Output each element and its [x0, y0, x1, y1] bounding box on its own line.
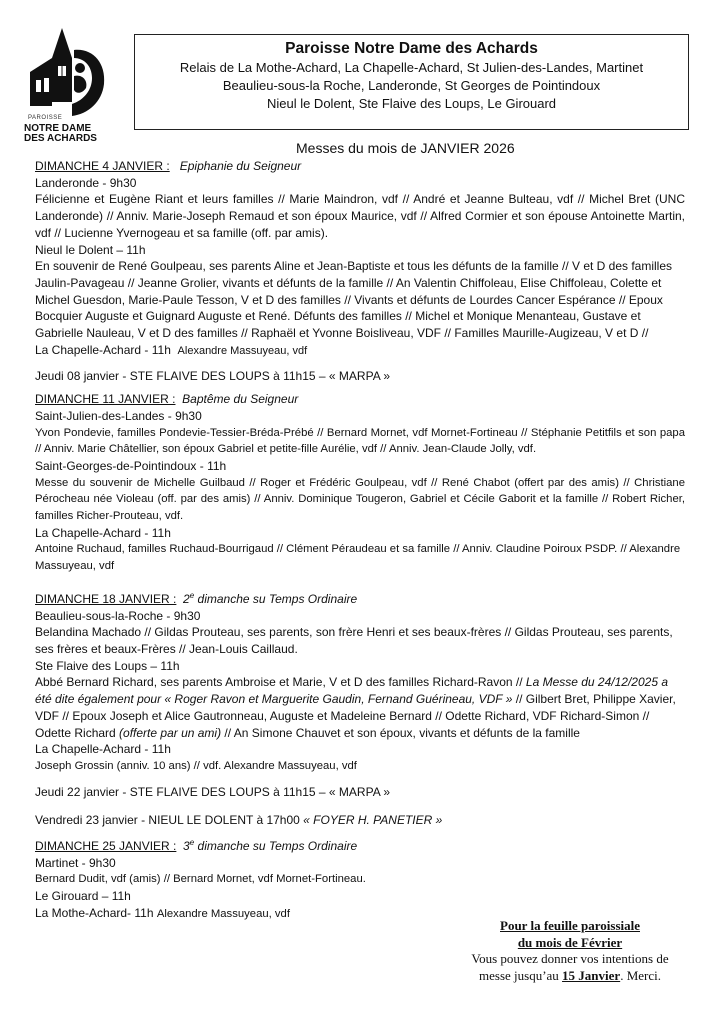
special-mass: Jeudi 08 janvier - STE FLAIVE DES LOUPS à 11h15 – « MARPA »: [35, 369, 391, 384]
feast-label: Epiphanie du Seigneur: [179, 159, 302, 173]
day-label: DIMANCHE 4 JANVIER :: [35, 159, 170, 173]
logo-name-line1: NOTRE DAME: [24, 123, 92, 134]
mass-intentions: Bernard Dudit, vdf (amis) // Bernard Mornet, vdf Mornet-Fortineau.: [35, 873, 366, 886]
header-line-1: Relais de La Mothe-Achard, La Chapelle-Achard, St Julien-des-Landes, Martinet: [179, 60, 644, 75]
special-mass: Jeudi 22 janvier - STE FLAIVE DES LOUPS à 11h15 – « MARPA »: [35, 784, 391, 799]
header-box: [134, 34, 689, 130]
note-text: . Merci.: [620, 967, 661, 983]
header-line-2: Beaulieu-sous-la Roche, Landeronde, St Georges de Pointindoux: [222, 78, 601, 93]
header-line-3: Nieul le Dolent, Ste Flaive des Loups, Le Girouard: [266, 96, 557, 111]
mass-place: Martinet - 9h30: [35, 855, 116, 870]
mass-intentions: Alexandre Massuyeau, vdf: [156, 907, 290, 920]
intentions-note: [445, 918, 695, 984]
day-label: DIMANCHE 11 JANVIER :: [35, 392, 176, 407]
logo-name: [24, 124, 124, 144]
logo-small-text: PAROISSE: [28, 115, 63, 121]
section-heading: [35, 588, 685, 608]
special-mass-location: « FOYER H. PANETIER »: [303, 813, 443, 828]
note-text: messe jusqu’au: [479, 967, 563, 983]
mass-intentions: En souvenir de René Goulpeau, ses parents Aline et Jean-Baptiste et tous les défunts de la famille // V et D des familles Jaulin-Pavageau // Jeanne Grolier, vivants et défunts de la famille // An Valentin Chiffoleau, Elise Chiffoleau, Colette et Michel Guesdon, Marie-Paule Tesson, V et D des familles // Vivants et défunts de Lourdes Cancer Espérance // Epoux Bocquier Auguste et Guignard Auguste et René. Défunts des familles // Michel et Monique Menanteau, Gustave et Gabrielle Nauleau, V et D des familles // Raphaël et Yvonne Boisliveau, VDF // Familles Maurille-Augizeau, V et D //: [35, 259, 673, 341]
mass-intentions: [35, 674, 685, 741]
mass-place: Saint-Georges-de-Pointindoux - 11h: [35, 458, 227, 473]
mass-schedule: [35, 158, 685, 923]
day-label: DIMANCHE 25 JANVIER :: [35, 839, 177, 854]
feast-rest: dimanche su Temps Ordinaire: [194, 591, 358, 606]
note-line-1: Vous pouvez donner vos intentions de: [471, 951, 669, 966]
note-line-2: [445, 968, 695, 985]
feast-number: 3: [183, 839, 190, 854]
special-mass: [35, 812, 685, 829]
mass-place: Saint-Julien-des-Landes - 9h30: [35, 408, 202, 423]
church-logo-icon: [22, 28, 118, 118]
note-heading-1: Pour la feuille paroissiale: [500, 918, 640, 933]
logo-name-line2: DES ACHARDS: [24, 133, 97, 144]
intentions-italic: La Messe du 24/12/2025 a été dite également pour « Roger Ravon et Marguerite Gaudin, Fernand Guérineau, VDF »: [35, 675, 668, 707]
mass-place: Le Girouard – 11h: [35, 889, 131, 904]
mass-intentions: Félicienne et Eugène Riant et leurs familles // Marie Maindron, vdf // André et Jeanne Bulteau, vdf // Michel Bret (UNC Landeronde) // Anniv. Marie-Joseph Remaud et son époux Maurice, vdf // Alfred Cormier et son épouse Antoinette Martin, vdf // Lucienne Yvernogeau et sa famille (off. par amis).: [35, 192, 685, 240]
mass-intentions: Alexandre Massuyeau, vdf: [177, 344, 308, 357]
mass-place-line: [35, 342, 685, 360]
mass-place: La Chapelle-Achard - 11h: [35, 525, 171, 540]
intentions-part: // Gilbert Bret, Philippe Xavier, VDF // Epoux Joseph et Alice Gautronneau, Auguste et Madeleine Bernard // Odette Richard, VDF Richard-Simon // Odette Richard: [35, 692, 676, 740]
mass-place: Beaulieu-sous-la-Roche - 9h30: [35, 608, 201, 623]
note-deadline: 15 Janvier: [562, 967, 621, 983]
mass-intentions: Joseph Grossin (anniv. 10 ans) // vdf. Alexandre Massuyeau, vdf: [35, 759, 357, 772]
mass-place: La Chapelle-Achard - 11h: [35, 342, 171, 357]
mass-place: La Mothe-Achard- 11h: [35, 905, 154, 920]
feast-label: Baptême du Seigneur: [182, 392, 299, 407]
mass-intentions: Belandina Machado // Gildas Prouteau, ses parents, son frère Henri et ses beaux-frères // Gildas Prouteau, ses parents, ses frères et beaux-Frères // Jean-Louis Caillaud.: [35, 625, 673, 656]
feast-label: [183, 839, 357, 853]
feast-number: 2: [183, 591, 190, 606]
header-title: Paroisse Notre Dame des Achards: [285, 40, 538, 57]
feast-label: [183, 592, 357, 606]
intentions-part: // An Simone Chauvet et son époux, vivants et défunts de la famille: [221, 725, 580, 740]
mass-place: Ste Flaive des Loups – 11h: [35, 658, 180, 673]
feast-rest: dimanche su Temps Ordinaire: [194, 839, 358, 854]
mass-place: Nieul le Dolent – 11h: [35, 242, 146, 257]
feast-superscript: e: [189, 838, 195, 848]
mass-place: La Chapelle-Achard - 11h: [35, 742, 171, 757]
special-mass-text: Vendredi 23 janvier - NIEUL LE DOLENT à 17h00: [35, 813, 304, 828]
note-heading-2: du mois de Février: [517, 934, 623, 950]
day-label: DIMANCHE 18 JANVIER :: [35, 591, 177, 606]
mass-intentions: Yvon Pondevie, familles Pondevie-Tessier-Bréda-Prébé // Bernard Mornet, vdf Mornet-Fortineau // Stéphanie Petitfils et son papa // Anniv. Marie Châtellier, son époux Gabriel et petite-fille Aurélie, vdf // Anniv. Jean-Claude Jolly, vdf.: [35, 426, 685, 456]
section-heading: [35, 835, 685, 855]
mass-place: Landeronde - 9h30: [35, 175, 137, 190]
feast-superscript: e: [189, 590, 195, 600]
intentions-italic: (offerte par un ami): [119, 725, 222, 740]
mass-intentions: Antoine Ruchaud, familles Ruchaud-Bourrigaud // Clément Péraudeau et sa famille // Anniv. Claudine Poiroux PSDP. // Alexandre Massuyeau, vdf: [35, 543, 681, 573]
mass-intentions: Messe du souvenir de Michelle Guilbaud // Roger et Frédéric Goulpeau, vdf // René Chabot (offert par des amis) // Christiane Pérocheau née Violeau (off. par des amis) // Anniv. Dominique Tougeron, Gabriel et Cécile Gaborit et la famille // Robert Richer, familles Richer-Prouteau, vdf.: [35, 476, 685, 523]
section-heading: [35, 391, 685, 408]
section-heading: [35, 158, 685, 175]
intentions-part: Abbé Bernard Richard, ses parents Ambroise et Marie, V et D des familles Richard-Ravon //: [35, 675, 526, 690]
main-title: Messes du mois de JANVIER 2026: [296, 140, 515, 156]
